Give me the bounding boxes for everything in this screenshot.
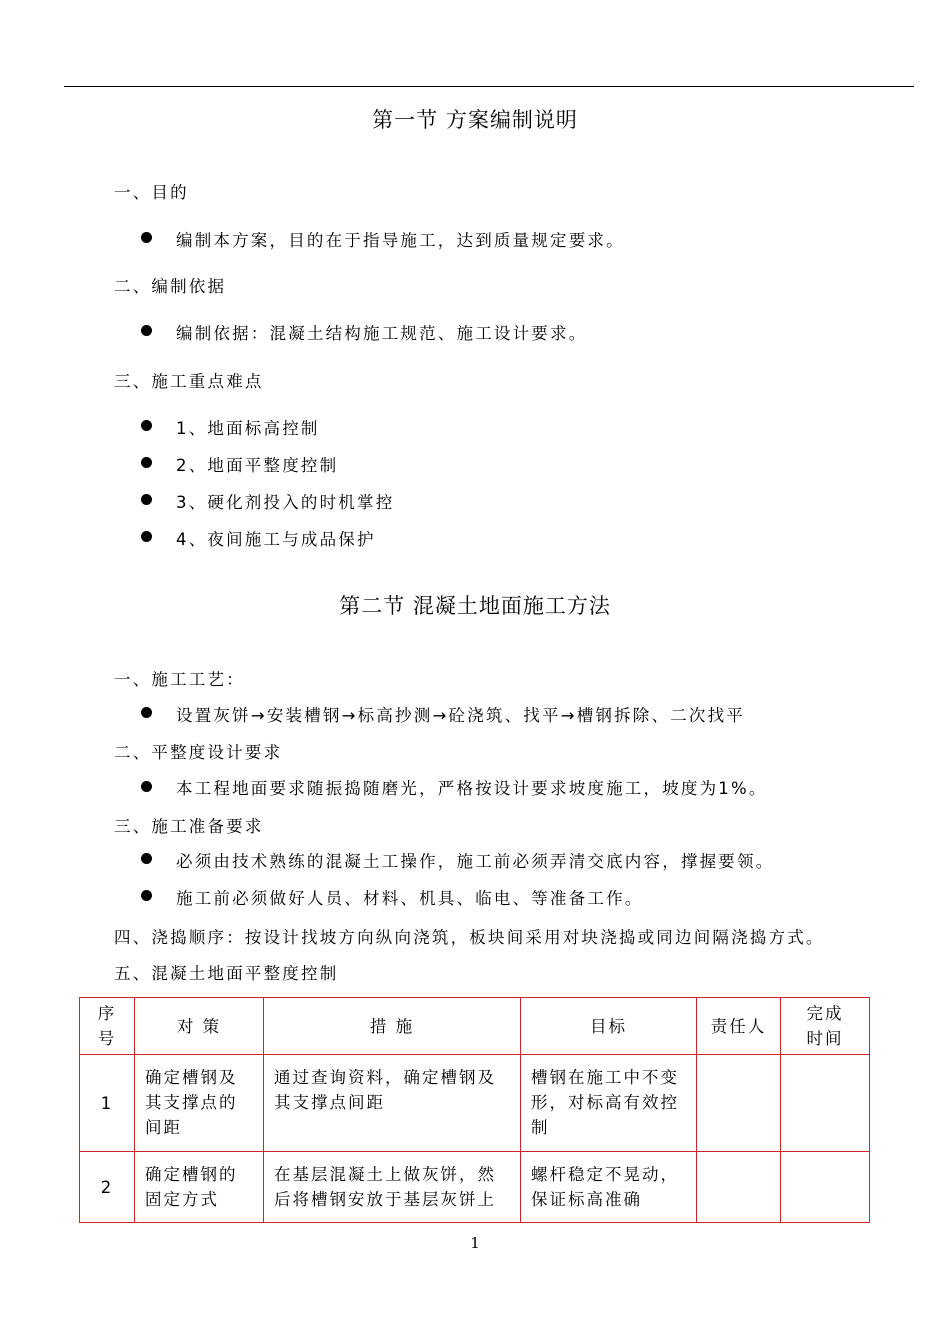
col-header-measure: 措 施 (264, 998, 521, 1055)
prep-item: 必须由技术熟练的混凝土工操作，施工前必须弄清交底内容，撑握要领。 (176, 852, 775, 871)
flatness-control-table (79, 997, 870, 1223)
cell-owner (697, 1152, 781, 1223)
cell-target: 槽钢在施工中不变形，对标高有效控制 (521, 1055, 697, 1152)
cell-seq: 1 (80, 1055, 135, 1152)
col-header-countermeasure: 对 策 (135, 998, 264, 1055)
bullet-icon (141, 853, 152, 864)
cell-seq: 2 (80, 1152, 135, 1223)
bullet-icon (141, 325, 152, 336)
flatness-heading: 二、平整度设计要求 (114, 743, 283, 762)
key-item: 3、硬化剂投入的时机掌控 (176, 493, 395, 512)
cell-countermeasure: 确定槽钢及其支撑点的间距 (135, 1055, 264, 1152)
basis-heading: 二、编制依据 (114, 277, 227, 296)
section1-title: 第一节 方案编制说明 (372, 108, 578, 132)
bullet-icon (141, 232, 152, 243)
flatness-item: 本工程地面要求随振捣随磨光，严格按设计要求坡度施工，坡度为1%。 (176, 779, 768, 798)
bullet-icon (141, 494, 152, 505)
prep-heading: 三、施工准备要求 (114, 817, 264, 836)
purpose-item: 编制本方案，目的在于指导施工，达到质量规定要求。 (176, 231, 625, 250)
key-heading: 三、施工重点难点 (114, 372, 264, 391)
col-header-seq: 序号 (80, 998, 135, 1055)
bullet-icon (141, 420, 152, 431)
process-heading: 一、施工工艺： (114, 670, 245, 689)
cell-measure: 在基层混凝土上做灰饼，然后将槽钢安放于基层灰饼上 (264, 1152, 521, 1223)
cell-countermeasure: 确定槽钢的固定方式 (135, 1152, 264, 1223)
bullet-icon (141, 890, 152, 901)
section2-title: 第二节 混凝土地面施工方法 (339, 594, 611, 618)
cell-finish-time (781, 1055, 870, 1152)
cell-measure: 通过查询资料，确定槽钢及其支撑点间距 (264, 1055, 521, 1152)
control-heading: 五、混凝土地面平整度控制 (114, 964, 339, 983)
key-item: 2、地面平整度控制 (176, 456, 339, 475)
bullet-icon (141, 531, 152, 542)
prep-item: 施工前必须做好人员、材料、机具、临电、等准备工作。 (176, 889, 644, 908)
table-row (80, 1055, 870, 1152)
cell-target: 螺杆稳定不晃动，保证标高准确 (521, 1152, 697, 1223)
col-header-target: 目标 (521, 998, 697, 1055)
bullet-icon (141, 457, 152, 468)
key-item: 1、地面标高控制 (176, 419, 320, 438)
basis-item: 编制依据：混凝土结构施工规范、施工设计要求。 (176, 324, 588, 343)
table-row (80, 1152, 870, 1223)
col-header-finish-time: 完成时间 (781, 998, 870, 1055)
cell-owner (697, 1055, 781, 1152)
col-header-owner: 责任人 (697, 998, 781, 1055)
cell-finish-time (781, 1152, 870, 1223)
table-header-row (80, 998, 870, 1055)
order-line: 四、浇捣顺序：按设计找坡方向纵向浇筑，板块间采用对块浇捣或同边间隔浇捣方式。 (114, 928, 825, 947)
bullet-icon (141, 707, 152, 718)
bullet-icon (141, 781, 152, 792)
purpose-heading: 一、目的 (114, 183, 189, 202)
page-number: 1 (470, 1234, 480, 1252)
key-item: 4、夜间施工与成品保护 (176, 530, 376, 549)
header-rule (64, 86, 914, 87)
process-item: 设置灰饼→安装槽钢→标高抄测→砼浇筑、找平→槽钢拆除、二次找平 (176, 706, 746, 725)
